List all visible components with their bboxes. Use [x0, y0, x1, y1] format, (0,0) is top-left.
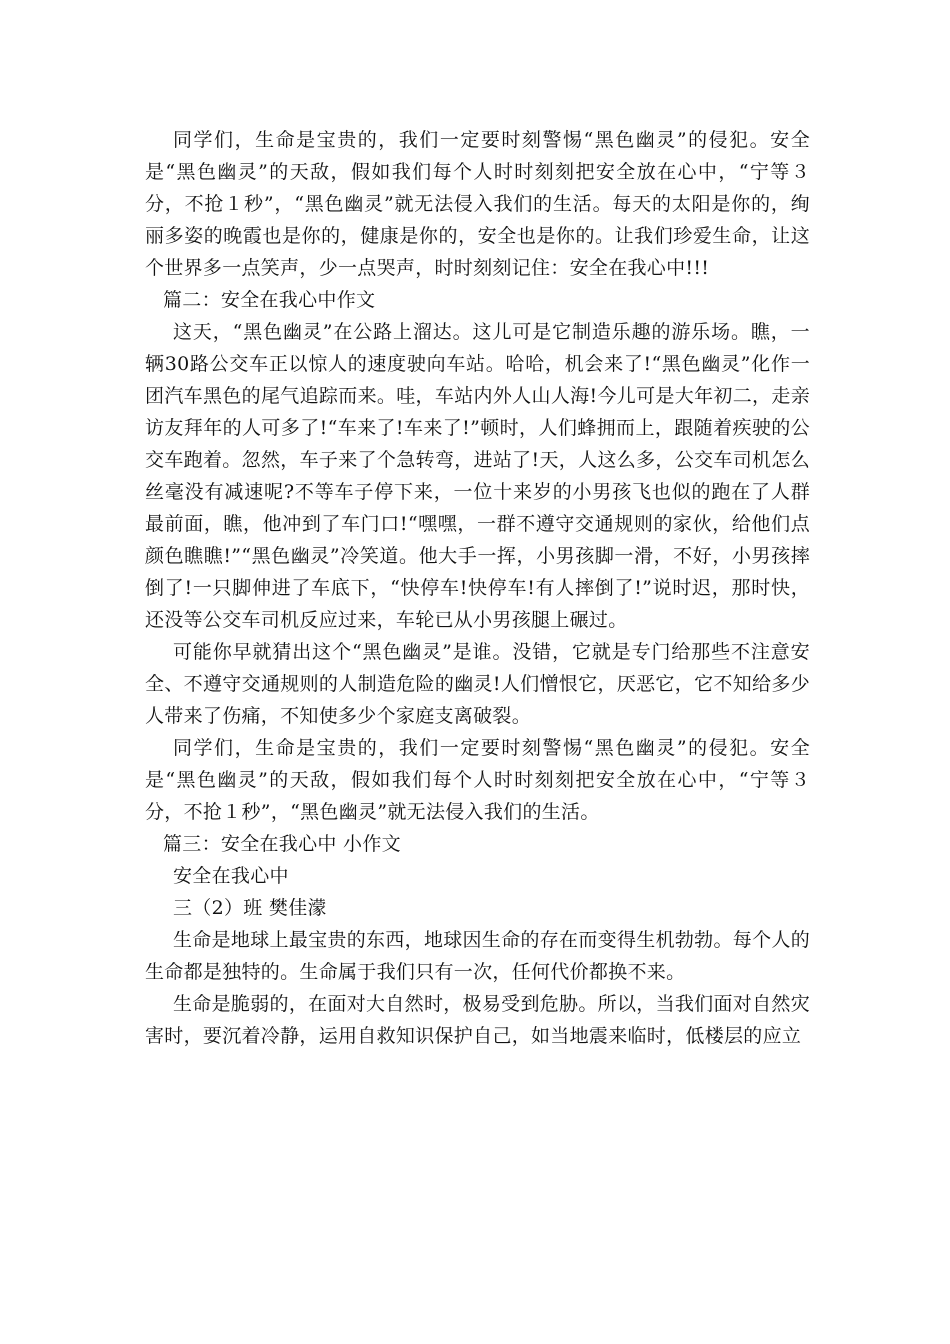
document-body: [145, 124, 810, 1052]
essay-author: 三（2）班 樊佳濛: [173, 897, 327, 919]
section-heading-2: 篇二：安全在我心中作文: [163, 289, 376, 311]
paragraph-5: 同学们，生命是宝贵的，我们一定要时刻警惕“黑色幽灵”的侵犯。安全是“黑色幽灵”的天敌，假如我们每个人时时刻刻把安全放在心中，“宁等３分，不抢１秒”，“黑色幽灵”就无法侵入我们的生活。: [145, 737, 810, 823]
essay-title: 安全在我心中: [173, 865, 289, 887]
paragraph-10: 生命是脆弱的，在面对大自然时，极易受到危胁。所以，当我们面对自然灾害时，要沉着冷静，运用自救知识保护自己，如当地震来临时，低楼层的应立: [145, 993, 810, 1047]
paragraph-3: 这天，“黑色幽灵”在公路上溜达。这儿可是它制造乐趣的游乐场。瞧，一辆30路公交车正以惊人的速度驶向车站。哈哈，机会来了!“黑色幽灵”化作一团汽车黑色的尾气追踪而来。哇，车站内外人山人海!今儿可是大年初二，走亲访友拜年的人可多了!“车来了!车来了!”顿时，人们蜂拥而上，跟随着疾驶的公交车跑着。忽然，车子来了个急转弯，进站了!天，人这么多，公交车司机怎么丝毫没有减速呢?不等车子停下来，一位十来岁的小男孩飞也似的跑在了人群最前面，瞧，他冲到了车门口!“嘿嘿，一群不遵守交通规则的家伙，给他们点颜色瞧瞧!”“黑色幽灵”冷笑道。他大手一挥，小男孩脚一滑，不好，小男孩摔倒了!一只脚伸进了车底下，“快停车!快停车!有人摔倒了!”说时迟，那时快，还没等公交车司机反应过来，车轮已从小男孩腿上碾过。: [145, 321, 810, 631]
section-heading-3: 篇三：安全在我心中 小作文: [163, 833, 401, 855]
paragraph-1: 同学们，生命是宝贵的，我们一定要时刻警惕“黑色幽灵”的侵犯。安全是“黑色幽灵”的天敌，假如我们每个人时时刻刻把安全放在心中，“宁等３分，不抢１秒”，“黑色幽灵”就无法侵入我们的生活。每天的太阳是你的，绚丽多姿的晚霞也是你的，健康是你的，安全也是你的。让我们珍爱生命，让这个世界多一点笑声，少一点哭声，时时刻刻记住：安全在我心中!!!: [145, 129, 810, 279]
paragraph-9: 生命是地球上最宝贵的东西，地球因生命的存在而变得生机勃勃。每个人的生命都是独特的。生命属于我们只有一次，任何代价都换不来。: [145, 929, 810, 983]
paragraph-4: 可能你早就猜出这个“黑色幽灵”是谁。没错，它就是专门给那些不注意安全、不遵守交通规则的人制造危险的幽灵!人们憎恨它，厌恶它，它不知给多少人带来了伤痛，不知使多少个家庭支离破裂。: [145, 641, 810, 727]
